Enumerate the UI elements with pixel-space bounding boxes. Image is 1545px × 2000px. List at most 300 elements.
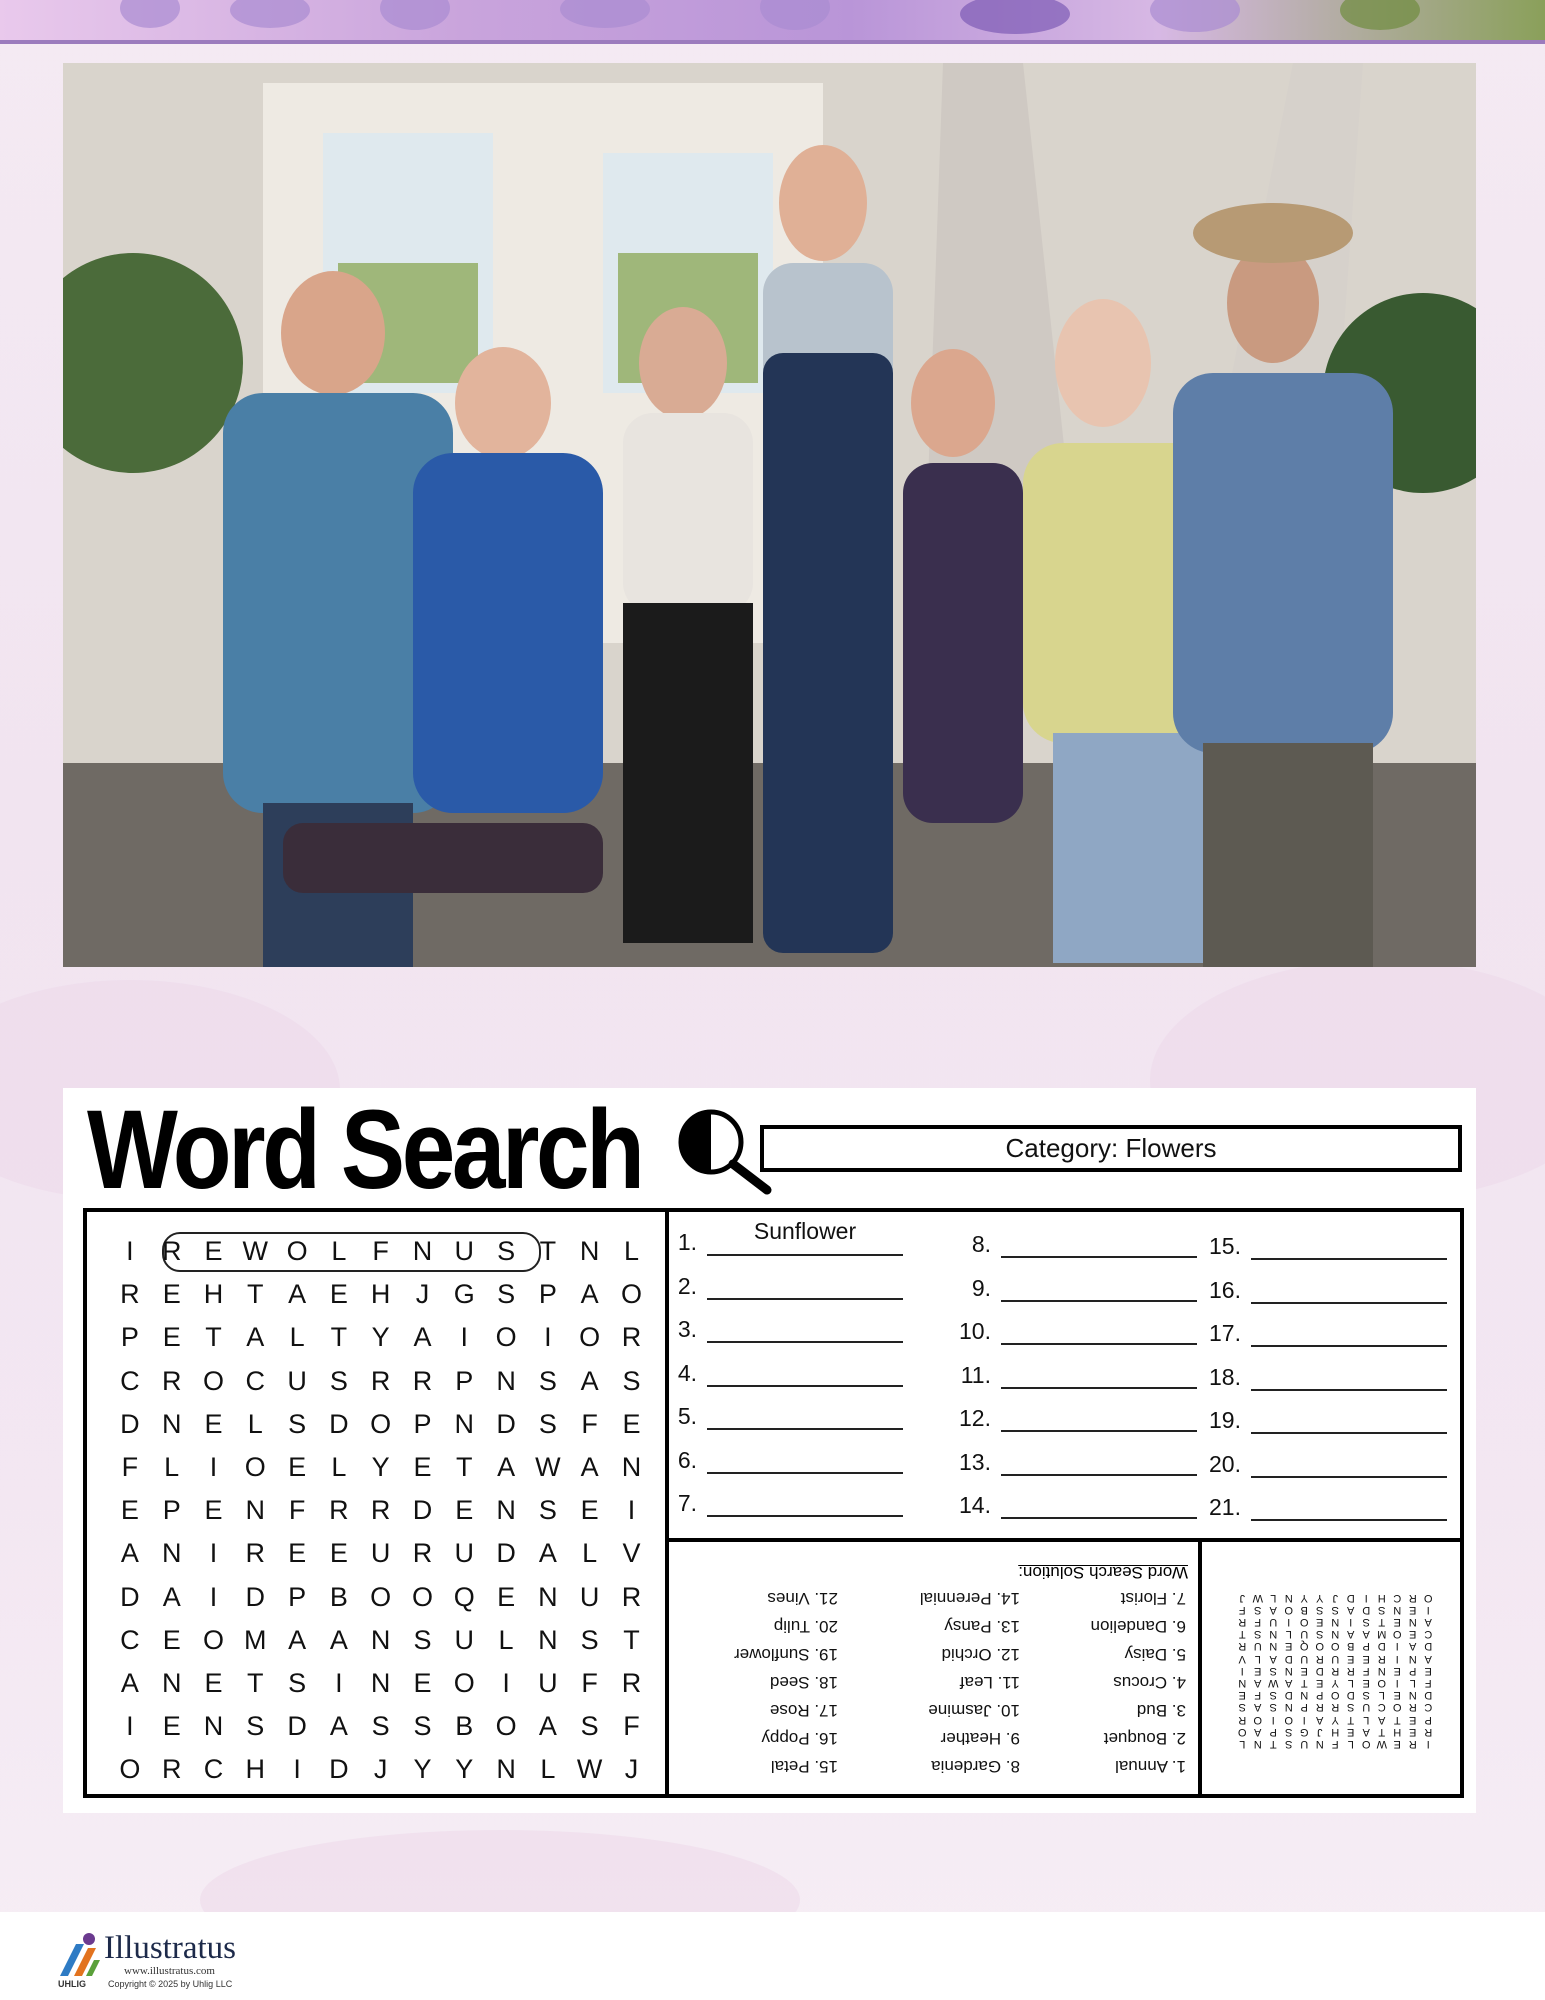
grid-letter: W xyxy=(535,1452,561,1483)
grid-letter: U xyxy=(454,1538,475,1569)
grid-letter: L xyxy=(289,1322,305,1353)
mini-grid-letter: N xyxy=(1393,1603,1402,1616)
mini-grid-letter: P xyxy=(1362,1640,1370,1653)
grid-letter: A xyxy=(246,1322,265,1353)
grid-letter: L xyxy=(331,1452,347,1483)
grid-letter: L xyxy=(331,1236,347,1267)
grid-letter: R xyxy=(161,1236,182,1267)
mini-grid-letter: N xyxy=(1238,1676,1247,1689)
answer-line[interactable] xyxy=(707,1485,903,1517)
answer-slot-6[interactable] xyxy=(669,1440,903,1474)
answer-slot-11[interactable] xyxy=(947,1355,1197,1389)
solution-key xyxy=(669,1542,1198,1794)
grid-letter: A xyxy=(329,1624,348,1655)
grid-letter: L xyxy=(540,1754,556,1785)
mini-grid-row xyxy=(1235,1738,1437,1750)
answer-line[interactable] xyxy=(707,1398,903,1430)
answer-slot-15[interactable] xyxy=(1197,1226,1447,1260)
header-divider xyxy=(0,40,1545,44)
answer-number: 15. xyxy=(1209,1233,1241,1259)
mini-grid-letter: O xyxy=(1299,1616,1309,1629)
grid-letter: D xyxy=(496,1538,516,1569)
grid-row xyxy=(109,1489,653,1532)
answer-number: 2. xyxy=(677,1272,697,1299)
grid-letter: A xyxy=(120,1667,139,1698)
grid-letter: F xyxy=(288,1495,306,1526)
grid-letter: L xyxy=(498,1624,514,1655)
mini-grid-letter: R xyxy=(1408,1701,1417,1714)
mini-grid-letter: D xyxy=(1424,1689,1433,1702)
grid-letter: E xyxy=(120,1495,139,1526)
mini-grid-letter: R xyxy=(1315,1701,1324,1714)
mini-grid-letter: E xyxy=(1409,1713,1417,1726)
mini-grid-letter: N xyxy=(1284,1664,1293,1677)
mini-grid-letter: S xyxy=(1254,1603,1262,1616)
grid-letter: D xyxy=(496,1408,516,1439)
group-photo xyxy=(63,63,1476,967)
grid-letter: I xyxy=(335,1667,343,1698)
mini-grid-letter: H xyxy=(1331,1725,1340,1738)
grid-letter: R xyxy=(329,1495,349,1526)
answer-line[interactable] xyxy=(707,1442,903,1474)
answer-line[interactable] xyxy=(707,1218,903,1256)
mini-grid-letter: S xyxy=(1378,1603,1386,1616)
grid-letter: E xyxy=(288,1452,307,1483)
grid-letter: P xyxy=(538,1279,557,1310)
mini-grid-letter: D xyxy=(1284,1689,1293,1702)
grid-letter: O xyxy=(579,1322,601,1353)
grid-letter: W xyxy=(242,1236,269,1267)
grid-letter: R xyxy=(161,1754,182,1785)
grid-letter: J xyxy=(415,1279,430,1310)
mini-grid-letter: S xyxy=(1269,1701,1277,1714)
grid-row xyxy=(109,1662,653,1705)
mini-grid-letter: O xyxy=(1284,1713,1294,1726)
mini-grid-letter: E xyxy=(1393,1737,1401,1750)
mini-grid-letter: O xyxy=(1361,1737,1371,1750)
grid-letter: D xyxy=(412,1495,433,1526)
mini-grid-letter: R xyxy=(1346,1664,1355,1677)
answer-line[interactable] xyxy=(1001,1400,1197,1432)
mini-grid-letter: U xyxy=(1331,1652,1340,1665)
grid-letter: Q xyxy=(453,1581,475,1612)
grid-letter: L xyxy=(247,1408,263,1439)
mini-grid-letter: C xyxy=(1377,1701,1386,1714)
mini-grid-letter: L xyxy=(1347,1676,1354,1689)
answer-slot-5[interactable] xyxy=(669,1396,903,1430)
grid-letter: G xyxy=(453,1279,475,1310)
answer-line[interactable] xyxy=(1251,1228,1447,1260)
grid-letter: A xyxy=(288,1279,307,1310)
grid-letter: B xyxy=(455,1711,474,1742)
answer-slot-17[interactable] xyxy=(1197,1313,1447,1347)
grid-letter: A xyxy=(329,1711,348,1742)
mini-grid-letter: F xyxy=(1331,1737,1339,1750)
answer-line[interactable] xyxy=(1251,1402,1447,1434)
mini-grid-letter: I xyxy=(1349,1616,1353,1629)
grid-letter: I xyxy=(126,1711,134,1742)
mini-grid-letter: L xyxy=(1363,1713,1370,1726)
mini-grid-letter: E xyxy=(1347,1725,1355,1738)
mini-grid-letter: I xyxy=(1271,1713,1275,1726)
grid-letter: N xyxy=(370,1667,391,1698)
mini-grid-letter: E xyxy=(1347,1652,1355,1665)
mini-grid-letter: N xyxy=(1331,1628,1340,1641)
grid-letter: F xyxy=(623,1711,640,1742)
solution-entry: 6. Dandelion xyxy=(1090,1617,1186,1636)
grid-letter: N xyxy=(579,1236,600,1267)
grid-letter: A xyxy=(580,1452,599,1483)
mini-grid-letter: T xyxy=(1378,1616,1386,1629)
mini-grid-letter: A xyxy=(1378,1713,1386,1726)
grid-letter: U xyxy=(287,1365,307,1396)
mini-grid-letter: N xyxy=(1284,1591,1293,1604)
answer-number: 4. xyxy=(677,1359,697,1386)
mini-grid-letter: L xyxy=(1347,1737,1354,1750)
answer-slot-1[interactable] xyxy=(669,1218,903,1256)
category-label: Category: Flowers xyxy=(760,1125,1462,1172)
lilac-header-band xyxy=(0,0,1545,40)
answer-slot-12[interactable] xyxy=(947,1398,1197,1432)
mini-grid-letter: D xyxy=(1424,1640,1433,1653)
mini-grid-letter: W xyxy=(1252,1591,1263,1604)
grid-letter: N xyxy=(538,1624,558,1655)
mini-grid-letter: E xyxy=(1316,1676,1324,1689)
grid-letter: L xyxy=(164,1452,180,1483)
grid-letter: N xyxy=(496,1754,516,1785)
mini-grid-letter: N xyxy=(1331,1616,1340,1629)
grid-letter: F xyxy=(581,1667,598,1698)
grid-letter: N xyxy=(538,1581,558,1612)
grid-letter: S xyxy=(329,1365,348,1396)
mini-grid-letter: F xyxy=(1424,1676,1432,1689)
grid-letter: S xyxy=(580,1624,599,1655)
mini-grid-letter: A xyxy=(1285,1676,1293,1689)
answer-slot-8[interactable] xyxy=(947,1224,1197,1258)
grid-row xyxy=(109,1619,653,1662)
grid-letter: N xyxy=(454,1408,475,1439)
solution-entry: 8. Gardenia xyxy=(931,1757,1020,1776)
grid-letter: E xyxy=(162,1279,181,1310)
mini-grid-letter: O xyxy=(1330,1640,1340,1653)
mini-grid-letter: E xyxy=(1393,1664,1401,1677)
mini-grid-letter: S xyxy=(1238,1701,1246,1714)
grid-letter: R xyxy=(370,1365,391,1396)
answer-number: 6. xyxy=(677,1446,697,1473)
mini-grid-letter: I xyxy=(1287,1616,1291,1629)
mini-grid-letter: A xyxy=(1424,1652,1432,1665)
answer-line[interactable] xyxy=(1001,1313,1197,1345)
mini-grid-letter: P xyxy=(1409,1664,1417,1677)
grid-letter: E xyxy=(204,1408,223,1439)
answer-slot-19[interactable] xyxy=(1197,1400,1447,1434)
mini-grid-row xyxy=(1235,1665,1437,1677)
answer-number: 7. xyxy=(677,1490,697,1516)
solution-entry: 7. Florist xyxy=(1120,1589,1186,1608)
solution-entry: 18. Seed xyxy=(769,1673,838,1692)
answer-slot-20[interactable] xyxy=(1197,1444,1447,1478)
grid-letter: P xyxy=(120,1322,139,1353)
grid-letter: S xyxy=(538,1365,557,1396)
mini-grid-letter: U xyxy=(1300,1737,1309,1750)
mini-grid-letter: Y xyxy=(1331,1676,1339,1689)
answer-line[interactable] xyxy=(707,1311,903,1343)
grid-letter: C xyxy=(203,1754,224,1785)
grid-letter: N xyxy=(370,1624,391,1655)
grid-letter: S xyxy=(288,1408,307,1439)
mini-grid-letter: S xyxy=(1254,1628,1262,1641)
mini-grid-letter: S xyxy=(1269,1689,1277,1702)
mini-grid-letter: Y xyxy=(1316,1591,1324,1604)
mini-grid-letter: U xyxy=(1362,1701,1371,1714)
grid-letter: O xyxy=(495,1322,517,1353)
grid-letter: N xyxy=(621,1452,642,1483)
grid-letter: W xyxy=(576,1754,603,1785)
grid-letter: A xyxy=(288,1624,307,1655)
mini-grid-letter: D xyxy=(1346,1591,1355,1604)
answer-slot-16[interactable] xyxy=(1197,1270,1447,1304)
mini-grid-letter: U xyxy=(1269,1616,1278,1629)
grid-letter: D xyxy=(287,1711,307,1742)
grid-letter: A xyxy=(162,1581,181,1612)
mini-grid-letter: S xyxy=(1316,1628,1324,1641)
answer-number: 18. xyxy=(1209,1363,1241,1390)
solution-entry: 9. Heather xyxy=(940,1729,1020,1748)
answer-line[interactable] xyxy=(1001,1487,1197,1519)
mini-grid-letter: E xyxy=(1409,1603,1417,1616)
mini-grid-letter: R xyxy=(1408,1737,1417,1750)
mini-grid-letter: E xyxy=(1285,1640,1293,1653)
grid-letter: A xyxy=(580,1279,599,1310)
mini-grid-row xyxy=(1235,1677,1437,1689)
mini-grid-letter: E xyxy=(1254,1664,1262,1677)
mini-grid-row xyxy=(1235,1592,1437,1604)
mini-grid-letter: E xyxy=(1393,1616,1401,1629)
mini-grid-letter: A xyxy=(1362,1725,1370,1738)
grid-letter: E xyxy=(204,1495,223,1526)
grid-letter: P xyxy=(162,1495,181,1526)
answer-slot-10[interactable] xyxy=(947,1311,1197,1345)
answer-number: 16. xyxy=(1209,1276,1241,1303)
grid-letter: I xyxy=(209,1452,218,1483)
answer-line[interactable] xyxy=(1251,1315,1447,1347)
grid-letter: R xyxy=(412,1538,433,1569)
mini-grid-letter: R xyxy=(1331,1701,1340,1714)
mini-grid-letter: L xyxy=(1270,1591,1277,1604)
mini-grid-letter: Q xyxy=(1299,1640,1309,1653)
answer-slot-21[interactable] xyxy=(1197,1487,1447,1521)
answer-line[interactable] xyxy=(1251,1359,1447,1391)
brand-name: Illustratus xyxy=(104,1930,236,1966)
grid-letter: U xyxy=(579,1581,600,1612)
mini-grid-letter: F xyxy=(1238,1603,1246,1616)
answer-slot-18[interactable] xyxy=(1197,1357,1447,1391)
grid-letter: A xyxy=(413,1322,432,1353)
grid-letter: C xyxy=(245,1365,266,1396)
mini-grid-letter: N xyxy=(1269,1640,1278,1653)
solution-entry: 17. Rose xyxy=(769,1701,838,1720)
answer-number: 17. xyxy=(1209,1320,1241,1346)
answer-text: Sunflower xyxy=(753,1218,857,1244)
grid-letter: T xyxy=(330,1322,348,1353)
grid-row xyxy=(109,1446,653,1489)
grid-letter: I xyxy=(460,1322,469,1353)
grid-letter: N xyxy=(496,1495,516,1526)
grid-letter: O xyxy=(286,1236,308,1267)
grid-letter: E xyxy=(204,1667,223,1698)
grid-letter: E xyxy=(162,1624,181,1655)
mini-grid-letter: W xyxy=(1268,1676,1279,1689)
mini-grid-letter: H xyxy=(1377,1591,1386,1604)
grid-letter: R xyxy=(621,1667,642,1698)
mini-grid-letter: R xyxy=(1238,1616,1247,1629)
grid-letter: I xyxy=(209,1538,218,1569)
answer-line[interactable] xyxy=(1251,1272,1447,1304)
grid-letter: A xyxy=(538,1711,557,1742)
solution-column-3 xyxy=(734,1584,838,1780)
answer-line[interactable] xyxy=(1251,1446,1447,1478)
answer-number: 5. xyxy=(677,1403,697,1429)
word-search-title: Word Search xyxy=(87,1087,642,1212)
solution-entry: 4. Crocus xyxy=(1113,1673,1186,1692)
answer-number: 8. xyxy=(971,1231,991,1257)
mini-grid-letter: N xyxy=(1300,1689,1309,1702)
answer-line[interactable] xyxy=(1001,1444,1197,1476)
answer-number: 19. xyxy=(1209,1407,1241,1433)
grid-letter: O xyxy=(620,1279,642,1310)
grid-letter: S xyxy=(580,1711,599,1742)
mini-grid-letter: F xyxy=(1254,1616,1262,1629)
grid-letter: U xyxy=(454,1236,475,1267)
grid-letter: T xyxy=(456,1452,473,1483)
grid-letter: N xyxy=(161,1538,182,1569)
grid-letter: N xyxy=(496,1365,516,1396)
group-photo-image xyxy=(63,63,1476,967)
grid-letter: S xyxy=(288,1667,307,1698)
solution-entry: 12. Orchid xyxy=(941,1645,1020,1664)
grid-letter: J xyxy=(373,1754,388,1785)
mini-grid-letter: A xyxy=(1254,1725,1262,1738)
grid-letter: T xyxy=(247,1667,264,1698)
grid-letter: E xyxy=(622,1408,641,1439)
answer-slot-14[interactable] xyxy=(947,1485,1197,1519)
word-search-frame xyxy=(83,1208,1464,1798)
mini-grid-letter: U xyxy=(1300,1628,1309,1641)
grid-letter: P xyxy=(288,1581,307,1612)
mini-grid-letter: U xyxy=(1300,1652,1309,1665)
answer-line[interactable] xyxy=(1251,1489,1447,1521)
mini-grid-letter: G xyxy=(1299,1725,1309,1738)
solution-entry: 19. Sunflower xyxy=(734,1645,838,1664)
answer-number: 11. xyxy=(960,1361,991,1388)
mini-grid-letter: J xyxy=(1239,1591,1245,1604)
answer-line[interactable] xyxy=(707,1268,903,1300)
solution-entry: 1. Annual xyxy=(1115,1757,1186,1776)
grid-letter: S xyxy=(538,1408,557,1439)
mini-grid-row xyxy=(1235,1726,1437,1738)
solution-entry: 5. Daisy xyxy=(1124,1645,1186,1664)
grid-letter: D xyxy=(245,1581,266,1612)
grid-letter: F xyxy=(372,1236,389,1267)
answer-slot-3[interactable] xyxy=(669,1309,903,1343)
answer-slot-2[interactable] xyxy=(669,1266,903,1300)
grid-row xyxy=(109,1316,653,1359)
mini-grid-letter: D xyxy=(1315,1664,1324,1677)
grid-letter: F xyxy=(121,1452,139,1483)
mini-grid-letter: O xyxy=(1392,1701,1402,1714)
answer-line[interactable] xyxy=(707,1355,903,1387)
mini-grid-letter: U xyxy=(1253,1640,1262,1653)
grid-letter: H xyxy=(370,1279,391,1310)
mini-grid-letter: R xyxy=(1408,1591,1417,1604)
grid-letter: I xyxy=(209,1581,218,1612)
mini-grid-letter: O xyxy=(1315,1640,1325,1653)
answer-line[interactable] xyxy=(1001,1357,1197,1389)
mini-grid-letter: O xyxy=(1392,1628,1402,1641)
mini-grid-row xyxy=(1235,1653,1437,1665)
mini-grid-letter: L xyxy=(1409,1676,1416,1689)
solution-title: Word Search Solution: xyxy=(1018,1563,1188,1582)
answer-slot-9[interactable] xyxy=(947,1268,1197,1302)
answer-slot-13[interactable] xyxy=(947,1442,1197,1476)
grid-letter: E xyxy=(580,1495,599,1526)
copyright: Copyright © 2025 by Uhlig LLC xyxy=(108,1979,233,1989)
mini-grid-letter: A xyxy=(1254,1701,1262,1714)
mini-grid-letter: T xyxy=(1393,1713,1401,1726)
solution-entry: 14. Perennial xyxy=(919,1589,1020,1608)
mini-grid-letter: I xyxy=(1302,1713,1306,1726)
mini-grid-letter: S xyxy=(1362,1616,1370,1629)
mini-grid-letter: A xyxy=(1362,1628,1370,1641)
mini-grid-letter: E xyxy=(1362,1676,1370,1689)
grid-letter: F xyxy=(581,1408,598,1439)
grid-letter: P xyxy=(455,1365,474,1396)
grid-letter: N xyxy=(412,1236,433,1267)
mini-grid-letter: C xyxy=(1424,1628,1433,1641)
mini-grid-letter: A xyxy=(1269,1603,1277,1616)
mini-grid-letter: T xyxy=(1238,1628,1246,1641)
mini-grid-letter: L xyxy=(1239,1737,1246,1750)
mini-grid-letter: D xyxy=(1284,1652,1293,1665)
mini-grid-letter: D xyxy=(1362,1603,1371,1616)
grid-letter: L xyxy=(582,1538,598,1569)
mini-grid-letter: E xyxy=(1393,1689,1401,1702)
mini-grid-letter: N xyxy=(1253,1737,1262,1750)
grid-letter: A xyxy=(580,1365,599,1396)
mini-grid-letter: C xyxy=(1424,1701,1433,1714)
grid-letter: N xyxy=(203,1711,224,1742)
answer-line[interactable] xyxy=(1001,1226,1197,1258)
mini-grid-letter: O xyxy=(1423,1591,1433,1604)
grid-letter: E xyxy=(455,1495,474,1526)
mini-grid-row xyxy=(1235,1701,1437,1713)
mini-grid-letter: A xyxy=(1316,1713,1324,1726)
grid-letter: U xyxy=(370,1538,391,1569)
grid-letter: O xyxy=(411,1581,433,1612)
mini-grid-letter: M xyxy=(1377,1628,1387,1641)
grid-letter: E xyxy=(204,1236,223,1267)
mini-grid-letter: P xyxy=(1316,1689,1324,1702)
mini-grid-letter: S xyxy=(1285,1725,1293,1738)
grid-letter: O xyxy=(202,1624,224,1655)
answer-slot-4[interactable] xyxy=(669,1353,903,1387)
answer-slot-7[interactable] xyxy=(669,1483,903,1517)
grid-letter: D xyxy=(329,1754,349,1785)
mini-grid-letter: I xyxy=(1426,1737,1430,1750)
grid-letter: O xyxy=(244,1452,266,1483)
answer-line[interactable] xyxy=(1001,1270,1197,1302)
mini-grid-letter: S xyxy=(1269,1664,1277,1677)
